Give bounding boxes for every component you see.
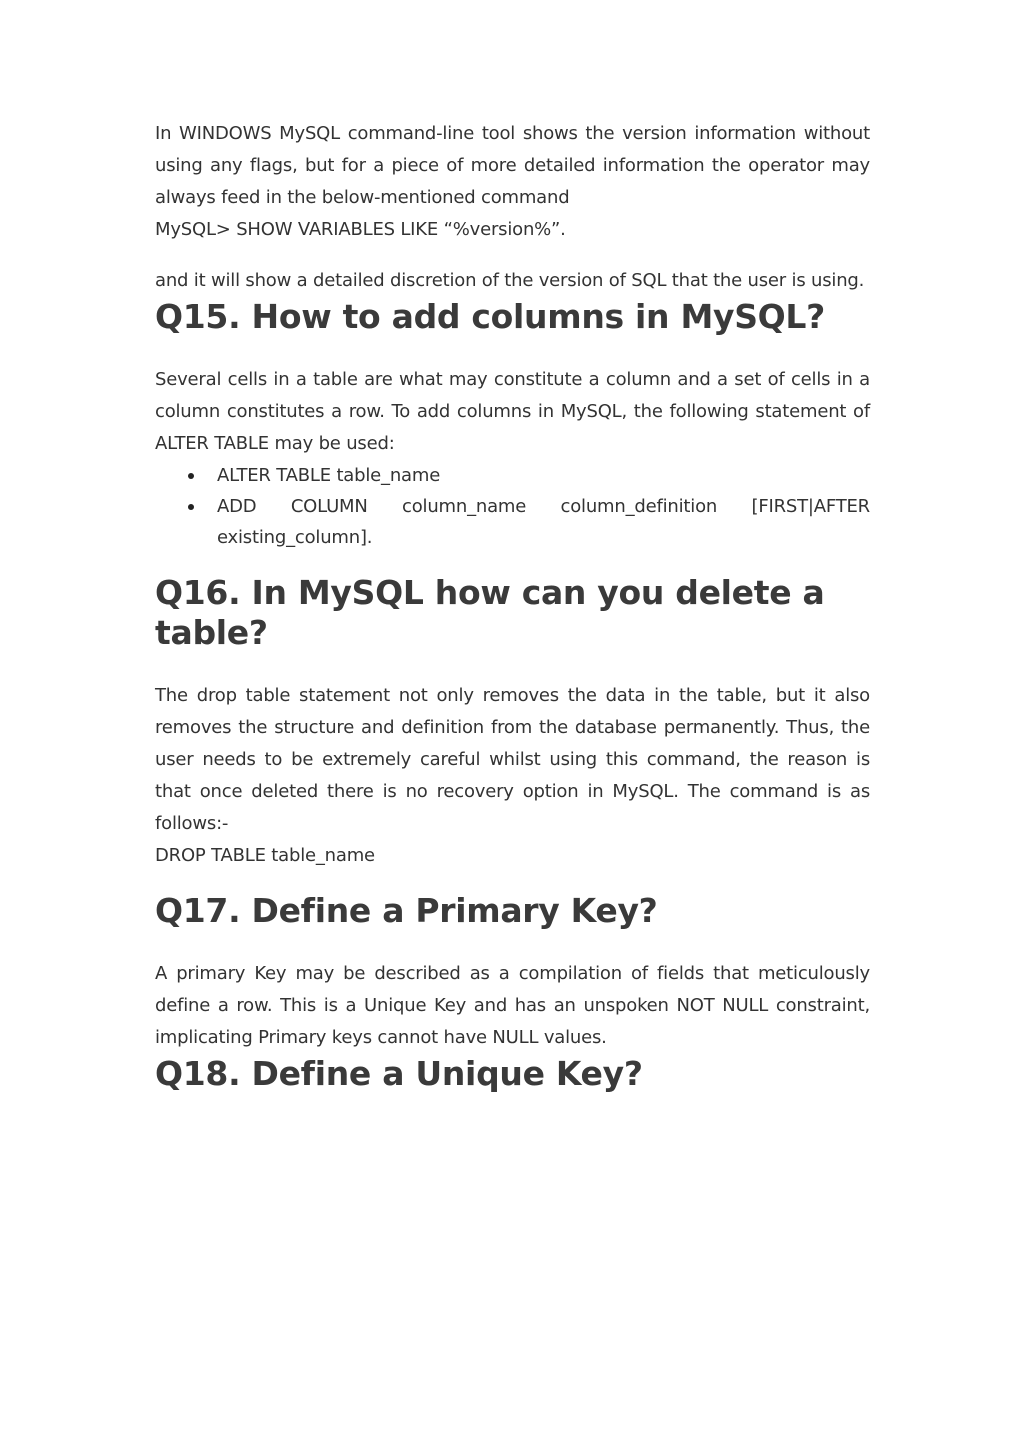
bullet-icon (188, 504, 194, 510)
heading-q18: Q18. Define a Unique Key? (155, 1054, 643, 1093)
code-show-variables: MySQL> SHOW VARIABLES LIKE “%version%”. (155, 219, 566, 240)
paragraph-drop-table: The drop table statement not only removes the data in the table, but it also removes the structure and definition from the database permanently. Thus, the user needs to be extremely careful whilst using this command, the reason is that once deleted there is no recovery option in MySQL. The command is as follows:- (155, 685, 870, 834)
heading-q16: Q16. In MySQL how can you delete a table? (155, 573, 825, 652)
paragraph-version-detail: and it will show a detailed discretion of the version of SQL that the user is using. (155, 270, 865, 291)
bullet-icon (188, 473, 194, 479)
alter-table-list (155, 460, 870, 553)
list-item (155, 460, 870, 491)
heading-q15: Q15. How to add columns in MySQL? (155, 297, 825, 336)
document-page (155, 118, 870, 1121)
paragraph-version-info: In WINDOWS MySQL command-line tool shows the version information without using any flags, but for a piece of more detailed information the operator may always feed in the below-mentioned command (155, 123, 870, 208)
list-item-text: ADD COLUMN column_name column_definition [FIRST|AFTER existing_column]. (217, 496, 870, 548)
heading-q17: Q17. Define a Primary Key? (155, 891, 658, 930)
list-item-text: ALTER TABLE table_name (217, 465, 441, 486)
list-item (155, 491, 870, 553)
paragraph-add-columns: Several cells in a table are what may constitute a column and a set of cells in a column constitutes a row. To add columns in MySQL, the following statement of ALTER TABLE may be used: (155, 369, 870, 454)
code-drop-table: DROP TABLE table_name (155, 845, 375, 866)
paragraph-primary-key: A primary Key may be described as a compilation of fields that meticulously define a row. This is a Unique Key and has an unspoken NOT NULL constraint, implicating Primary keys cannot have NULL values. (155, 963, 870, 1048)
